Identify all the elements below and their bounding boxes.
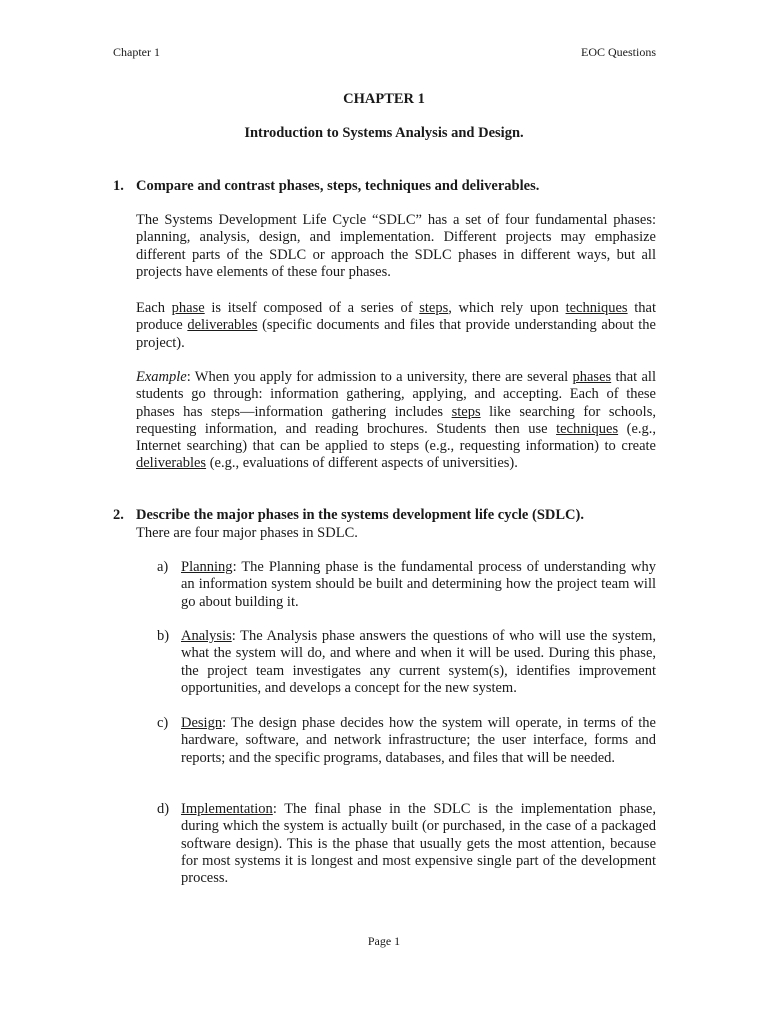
phase-implementation-term: Implementation (181, 801, 273, 817)
question-2-intro: There are four major phases in SDLC. (136, 525, 358, 541)
question-1-paragraph-1: The Systems Development Life Cycle “SDLC” has a set of four fundamental phases: planning, analysis, design, and implementation. Different projects may emphasize different parts of the SDLC or approach the SDLC phases in different ways, but all projects have elements of these four phases. (136, 212, 656, 280)
example-label: Example (136, 369, 187, 385)
term-steps: steps (419, 300, 449, 316)
phase-a-label: a) (157, 559, 169, 575)
page-number: Page 1 (367, 934, 401, 948)
term-deliverables: deliverables (136, 455, 207, 472)
question-1-text: Compare and contrast phases, steps, techniques and deliverables. (136, 178, 540, 194)
term-phases: phases (572, 369, 612, 385)
question-1-paragraph-2: Each phase is itself composed of a series of steps, which rely upon techniques that produce deliverables (specific documents and files that provide understanding about the project). (136, 300, 657, 351)
question-1-number: 1. (113, 178, 124, 194)
header-chapter: Chapter 1 (113, 45, 160, 59)
term-techniques: techniques (565, 300, 628, 316)
question-2-number: 2. (113, 507, 124, 523)
phase-d-label: d) (157, 801, 170, 817)
phase-implementation: Implementation: The final phase in the SDLC is the implementation phase, during which the system is actually built (or purchased, in the case of a packaged software design). This is the phase that usually gets the most attention, because for most systems it is longest and most expensive single part of the development process. (181, 801, 656, 887)
phase-design-term: Design (181, 715, 223, 731)
phase-analysis-term: Analysis (181, 628, 232, 644)
question-1-paragraph-3: Example: When you apply for admission to a university, there are several phases that all students go through: information gathering, applying, and accepting. Each of these phases has steps—information gathering includes steps like searching for schools, requesting information, and reading brochures. Students then use techniques (e.g., Internet searching) that can be applied to steps (e.g., requesting information) to create deliverables (e.g., evaluations of different aspects of universities). (136, 369, 657, 472)
phase-planning: Planning: The Planning phase is the fundamental process of understanding why an information system should be built and determining how the project team will go about building it. (181, 559, 656, 610)
chapter-subtitle: Introduction to Systems Analysis and Design. (244, 125, 524, 141)
phase-design: Design: The design phase decides how the system will operate, in terms of the hardware, software, and network infrastructure; the user interface, forms and reports; and the specific programs, databases, and files that will be needed. (181, 715, 656, 766)
term-phase: phase (171, 300, 205, 316)
phase-analysis: Analysis: The Analysis phase answers the questions of who will use the system, what the system will do, and where and when it will be used. During this phase, the project team investigates any current system(s), identifies improvement opportunities, and develops a concept for the new system. (181, 628, 656, 696)
term-deliverables: deliverables (187, 317, 258, 334)
question-2-text: Describe the major phases in the systems development life cycle (SDLC). (136, 507, 584, 523)
header-section: EOC Questions (581, 45, 656, 59)
phase-b-label: b) (157, 628, 170, 644)
term-steps: steps (451, 403, 481, 420)
chapter-title: CHAPTER 1 (343, 91, 425, 107)
term-techniques: techniques (556, 420, 619, 437)
phase-planning-term: Planning (181, 559, 233, 575)
phase-c-label: c) (157, 715, 169, 731)
